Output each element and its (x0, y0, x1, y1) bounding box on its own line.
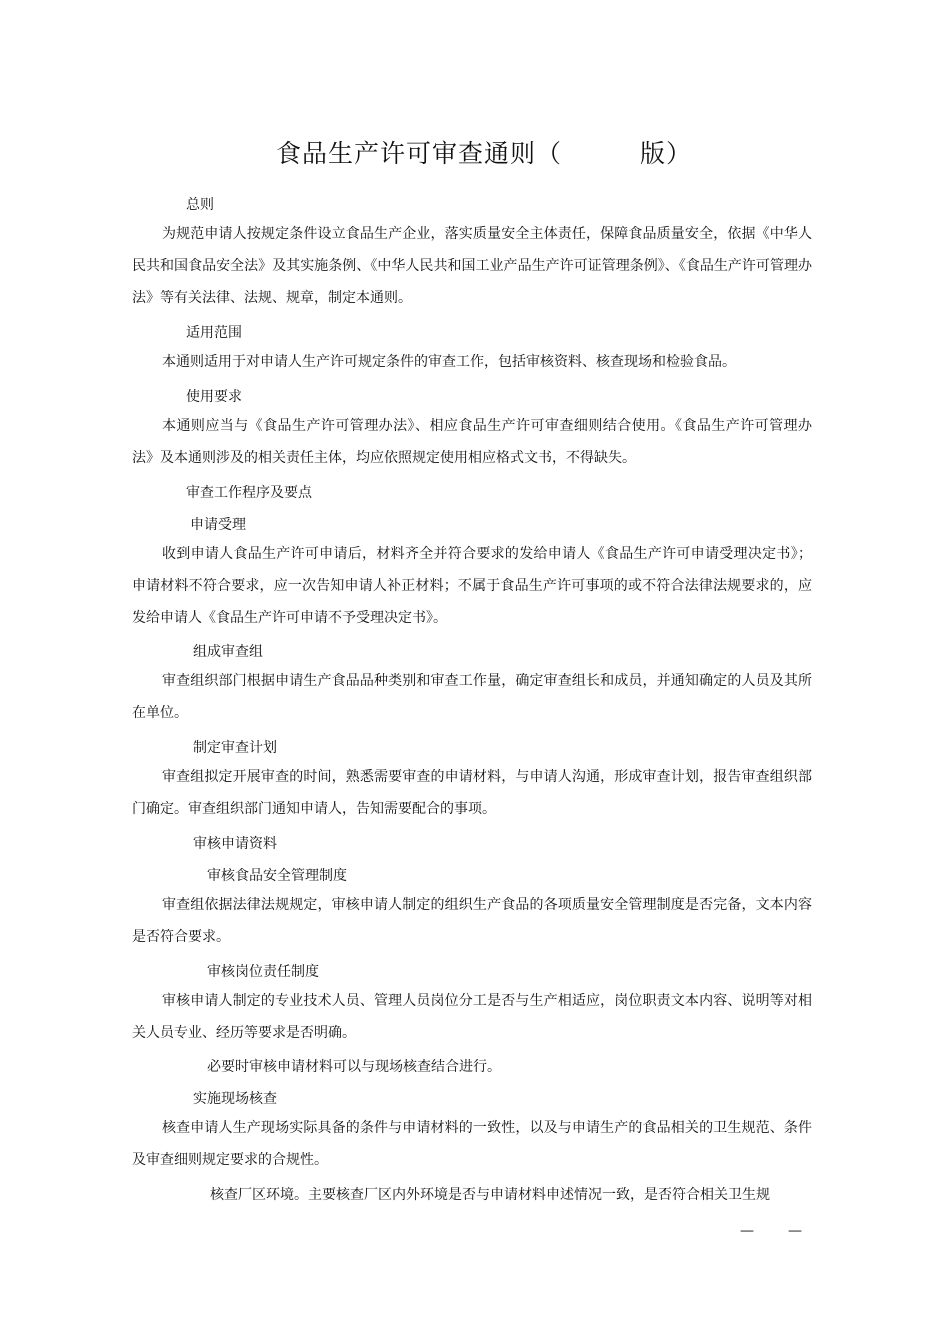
paragraph-scope: 本通则适用于对申请人生产许可规定条件的审查工作，包括审核资料、核查现场和检验食品。 (162, 354, 736, 370)
page-number: — — (740, 1223, 804, 1239)
heading-plan: 制定审查计划 (193, 740, 277, 756)
paragraph-usage: 本通则应当与《食品生产许可管理办法》、相应食品生产许可审查细则结合使用。《食品生产许可管理办法》及本通则涉及的相关责任主体，均应依照规定使用相应格式文书，不得缺失。 (132, 418, 812, 466)
heading-scope: 适用范围 (186, 325, 242, 341)
heading-acceptance: 申请受理 (190, 517, 246, 533)
paragraph-team: 审查组织部门根据申请生产食品品种类别和审查工作量，确定审查组长和成员，并通知确定的人员及其所在单位。 (132, 673, 812, 721)
document-title: 食品生产许可审查通则（ 版） (276, 139, 693, 168)
heading-safety-system: 审核食品安全管理制度 (207, 868, 347, 884)
heading-review: 审核申请资料 (193, 836, 277, 852)
paragraph-onsite: 核查申请人生产现场实际具备的条件与申请材料的一致性，以及与申请生产的食品相关的卫生规范、条件及审查细则规定要求的合规性。 (132, 1120, 812, 1168)
heading-general: 总则 (186, 197, 214, 213)
heading-usage: 使用要求 (186, 389, 242, 405)
heading-onsite: 实施现场核查 (193, 1091, 277, 1107)
paragraph-general: 为规范申请人按规定条件设立食品生产企业，落实质量安全主体责任，保障食品质量安全，依据《中华人民共和国食品安全法》及其实施条例、《中华人民共和国工业产品生产许可证管理条例》、《食品生产许可管理办法》等有关法律、法规、规章，制定本通则。 (132, 226, 812, 306)
paragraph-acceptance: 收到申请人食品生产许可申请后，材料齐全并符合要求的发给申请人《食品生产许可申请受理决定书》；申请材料不符合要求，应一次告知申请人补正材料；不属于食品生产许可事项的或不符合法律法规要求的，应发给申请人《食品生产许可申请不予受理决定书》。 (132, 546, 812, 626)
paragraph-review-note: 必要时审核申请材料可以与现场核查结合进行。 (207, 1059, 501, 1075)
heading-responsibility: 审核岗位责任制度 (207, 964, 319, 980)
paragraph-plan: 审查组拟定开展审查的时间，熟悉需要审查的申请材料，与申请人沟通，形成审查计划，报告审查组织部门确定。审查组织部门通知申请人，告知需要配合的事项。 (132, 769, 812, 817)
paragraph-factory: 核查厂区环境。主要核查厂区内外环境是否与申请材料申述情况一致，是否符合相关卫生规 (210, 1187, 770, 1203)
heading-team: 组成审查组 (193, 644, 263, 660)
paragraph-responsibility: 审核申请人制定的专业技术人员、管理人员岗位分工是否与生产相适应，岗位职责文本内容、说明等对相关人员专业、经历等要求是否明确。 (132, 993, 812, 1041)
paragraph-safety-system: 审查组依据法律法规规定，审核申请人制定的组织生产食品的各项质量安全管理制度是否完备，文本内容是否符合要求。 (132, 897, 812, 945)
heading-procedure: 审查工作程序及要点 (186, 485, 312, 501)
